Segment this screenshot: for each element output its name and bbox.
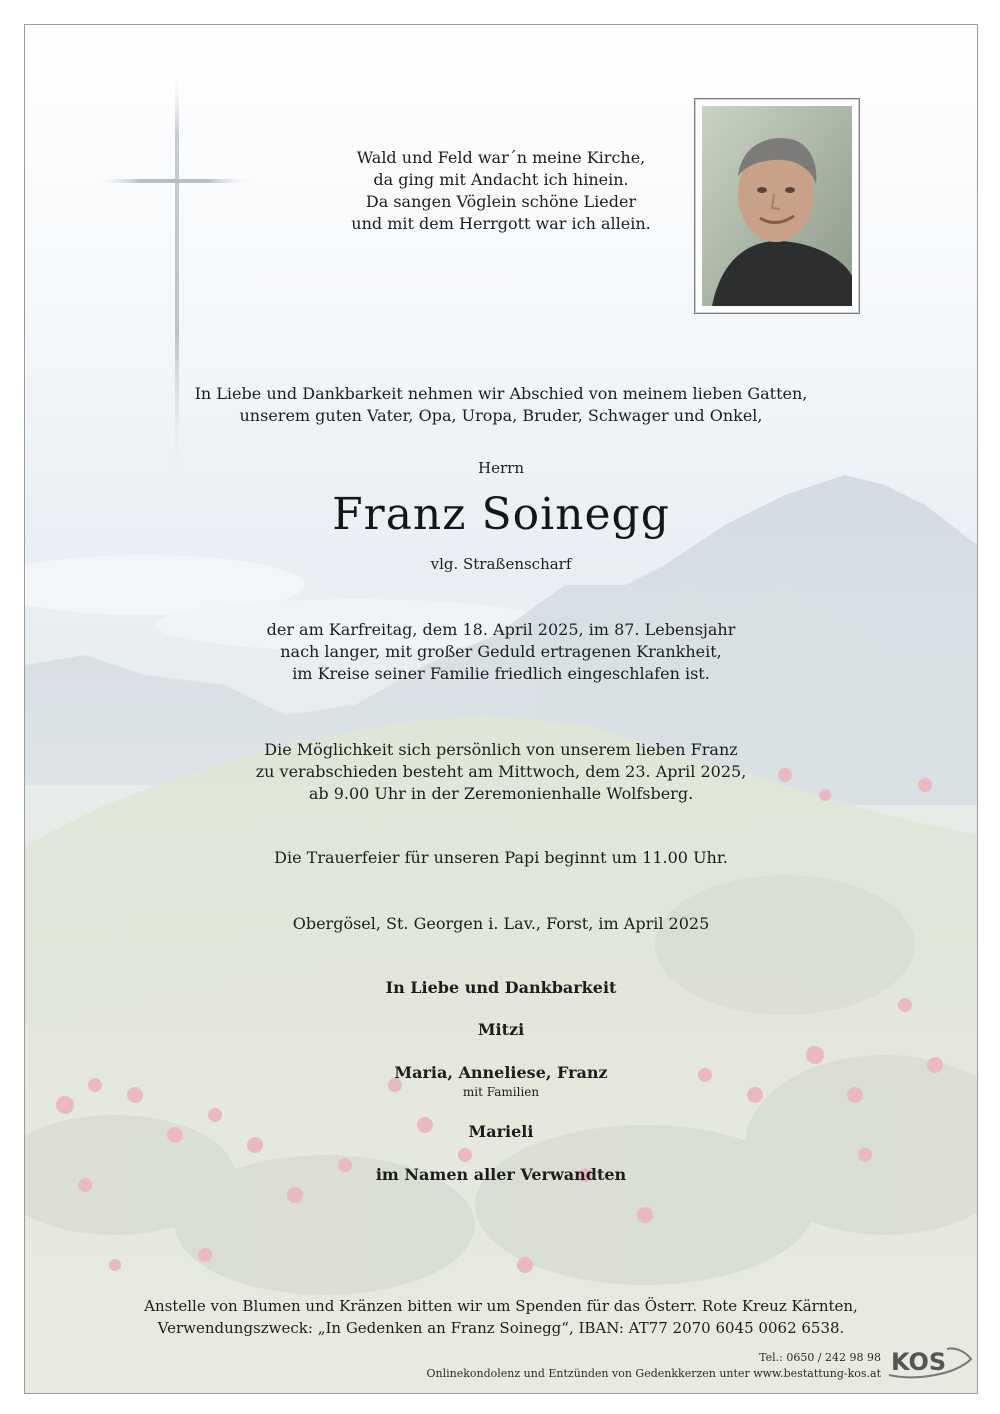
alias: vlg. Straßenscharf (430, 555, 572, 573)
intro-text (25, 383, 977, 427)
intro-line: unserem guten Vater, Opa, Uropa, Bruder, Schwager und Onkel, (239, 406, 763, 425)
donation-line: Verwendungszweck: „In Gedenken an Franz Soinegg“, IBAN: AT77 2070 6045 0062 6538. (157, 1319, 845, 1337)
mourners-closing: im Namen aller Verwandten (375, 1165, 627, 1184)
death-line: nach langer, mit großer Geduld ertragenen Krankheit, (280, 642, 722, 661)
farewell-line: Die Möglichkeit sich persönlich von unserem lieben Franz (264, 740, 738, 759)
service-info: Die Trauerfeier für unseren Papi beginnt um 11.00 Uhr. (274, 848, 728, 867)
mourner-spouse: Mitzi (477, 1020, 525, 1039)
deceased-name: Franz Soinegg (332, 489, 670, 540)
farewell-line: ab 9.00 Uhr in der Zeremonienhalle Wolfsberg. (308, 784, 694, 803)
death-notice (25, 619, 977, 685)
farewell-info (25, 739, 977, 805)
salutation: Herrn (478, 459, 524, 477)
poem-line: Wald und Feld war´n meine Kirche, (356, 148, 646, 167)
donation-line: Anstelle von Blumen und Kränzen bitten wir um Spenden für das Österr. Rote Kreuz Kärnten, (144, 1297, 858, 1315)
logo-text: KOS (891, 1348, 947, 1376)
online-condolence: Onlinekondolenz und Entzünden von Gedenkkerzen unter www.bestattung-kos.at (426, 1367, 881, 1380)
donation-request (25, 1295, 977, 1339)
death-line: der am Karfreitag, dem 18. April 2025, im 87. Lebensjahr (266, 620, 736, 639)
mourner-children: Maria, Anneliese, Franz (394, 1063, 608, 1082)
poem-line: und mit dem Herrgott war ich allein. (351, 214, 651, 233)
phone-number: Tel.: 0650 / 242 98 98 (759, 1351, 881, 1364)
obituary-card (24, 24, 978, 1394)
poem (25, 147, 977, 235)
poem-line: da ging mit Andacht ich hinein. (373, 170, 629, 189)
mourner-other: Marieli (468, 1122, 534, 1141)
poem-line: Da sangen Vöglein schöne Lieder (365, 192, 637, 211)
mourner-children-note: mit Familien (462, 1085, 540, 1099)
kos-logo (885, 1345, 977, 1379)
death-line: im Kreise seiner Familie friedlich eingeschlafen ist. (292, 664, 710, 683)
mourners-heading: In Liebe und Dankbarkeit (385, 978, 617, 997)
farewell-line: zu verabschieden besteht am Mittwoch, dem 23. April 2025, (255, 762, 747, 781)
intro-line: In Liebe und Dankbarkeit nehmen wir Abschied von meinem lieben Gatten, (194, 384, 808, 403)
place-date: Obergösel, St. Georgen i. Lav., Forst, im April 2025 (292, 914, 710, 933)
